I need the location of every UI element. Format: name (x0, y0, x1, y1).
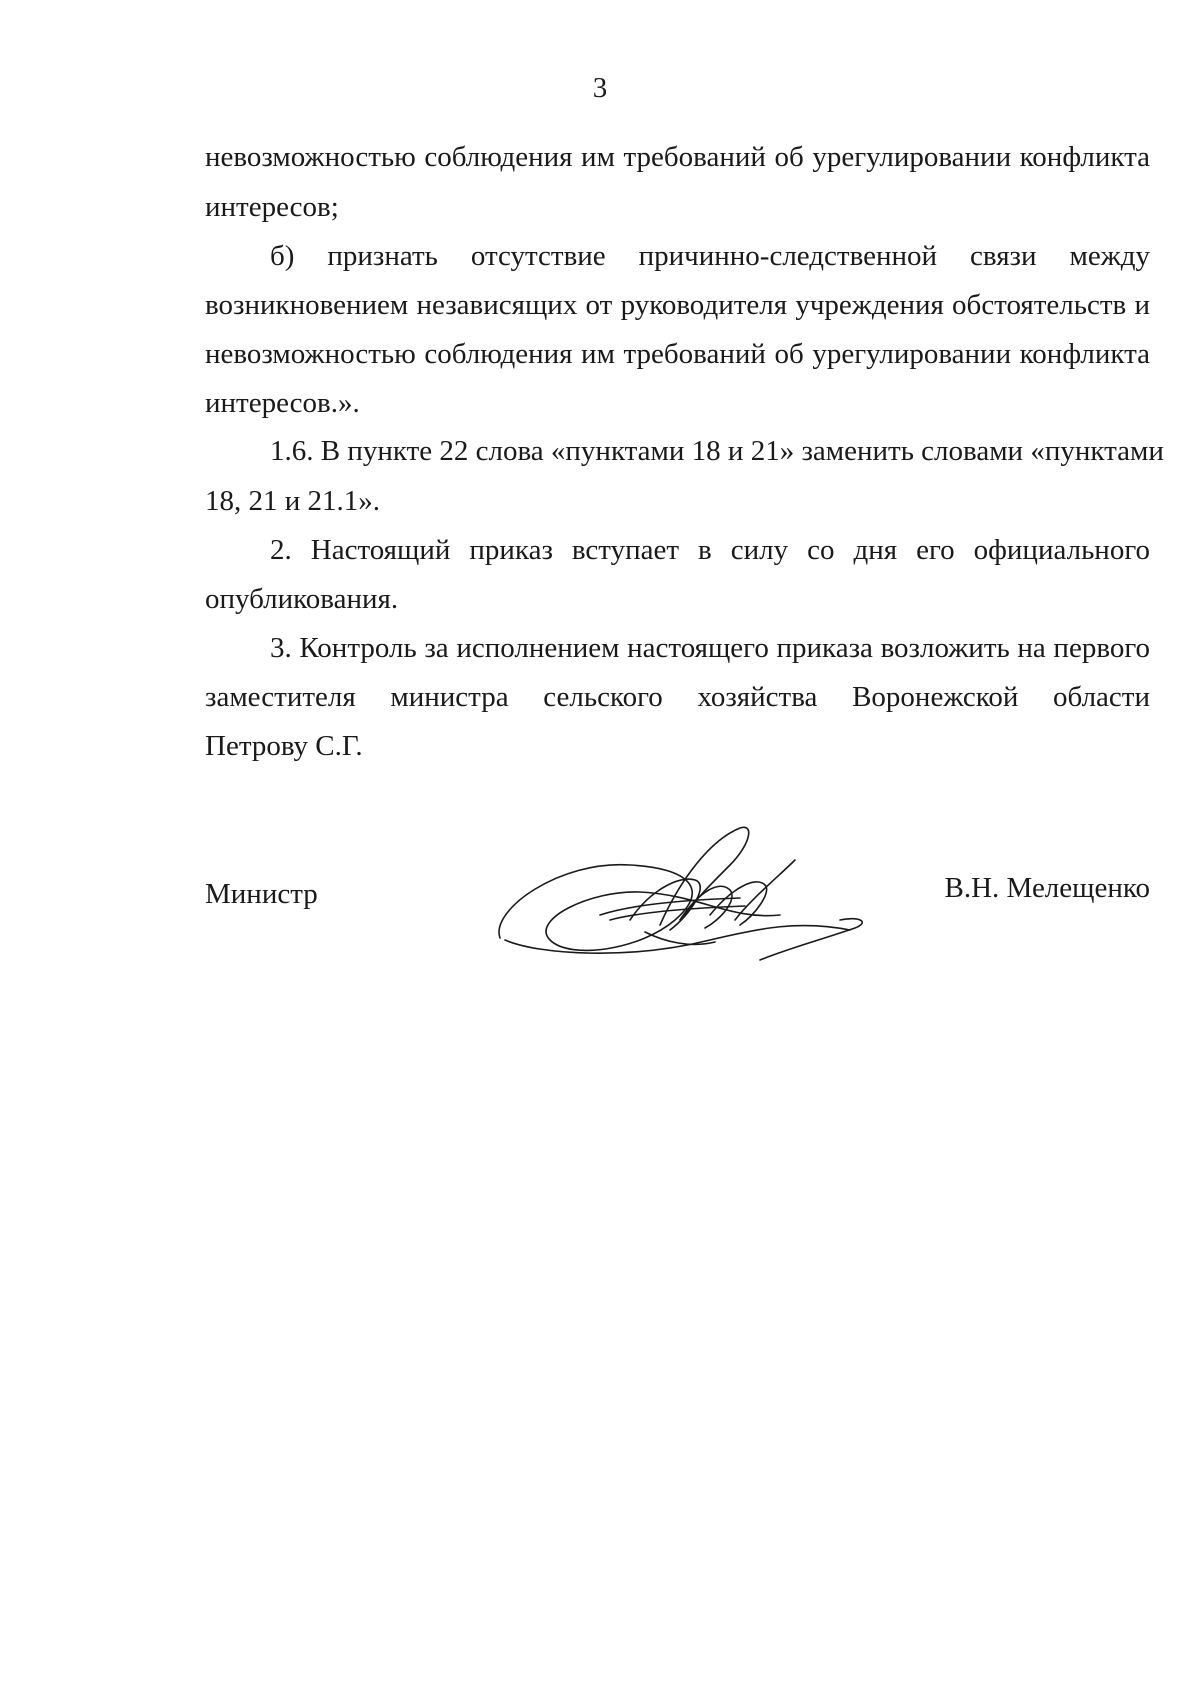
text-line-13: Петрову С.Г. (205, 730, 363, 762)
text-line-8: 18, 21 и 21.1». (205, 485, 381, 517)
text-line-3: б) признать отсутствие причинно-следственной связи между (270, 240, 1150, 272)
handwritten-signature (480, 820, 890, 970)
position-title: Министр (205, 878, 318, 910)
text-line-4: возникновением независящих от руководителя учреждения обстоятельств и (205, 289, 1150, 321)
text-line-2: интересов; (205, 191, 339, 223)
text-line-5: невозможностью соблюдения им требований об урегулировании конфликта (205, 338, 1150, 370)
text-line-11: 3. Контроль за исполнением настоящего приказа возложить на первого (270, 632, 1150, 664)
text-line-1: невозможностью соблюдения им требований об урегулировании конфликта (205, 141, 1150, 173)
signatory-name: В.Н. Мелещенко (944, 872, 1150, 904)
text-line-9: 2. Настоящий приказ вступает в силу со дня его официального (270, 534, 1150, 566)
text-line-10: опубликования. (205, 583, 399, 615)
page-number: 3 (592, 72, 608, 104)
text-line-6: интересов.». (205, 387, 360, 419)
text-line-7: 1.6. В пункте 22 слова «пунктами 18 и 21» заменить словами «пунктами (270, 435, 1164, 467)
text-line-12: заместителя министра сельского хозяйства Воронежской области (205, 681, 1150, 713)
